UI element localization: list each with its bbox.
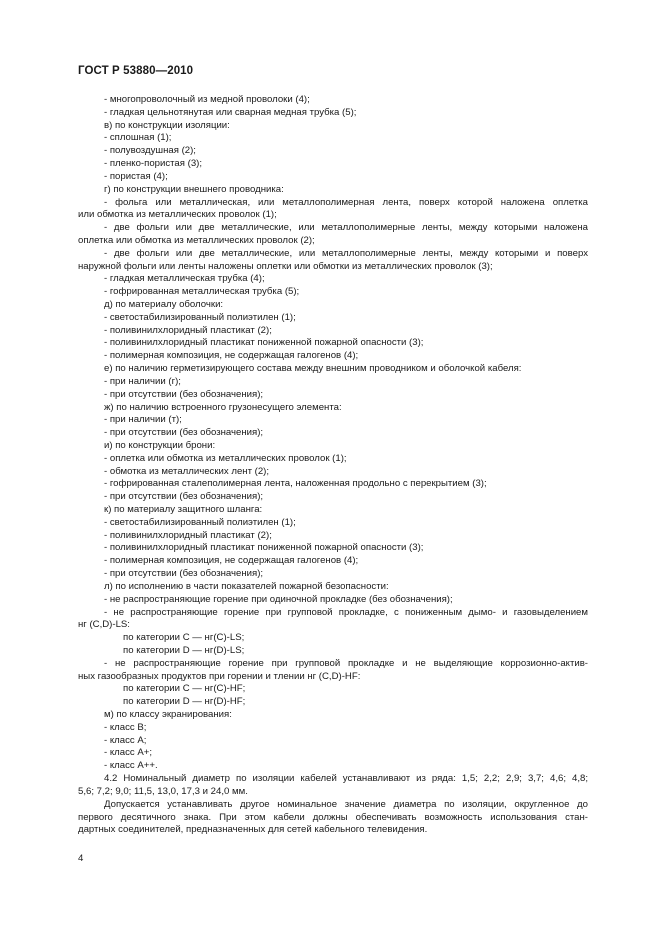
text-line: Допускается устанавливать другое номинальное значение диаметра по изоляции, округленное до <box>104 798 588 810</box>
text-line: - поливинилхлоридный пластикат (2); <box>104 529 272 541</box>
text-line: - при отсутствии (без обозначения); <box>104 491 264 503</box>
text-line: - класс А; <box>104 734 147 746</box>
text-line: - при наличии (т); <box>104 414 182 426</box>
text-line: наружной фольги или ленты наложены оплетки или обмотки из металлических проволок (3); <box>78 260 493 272</box>
text-line: по категории С — нг(C)-LS; <box>123 632 245 644</box>
text-line: - при наличии (г); <box>104 375 181 387</box>
text-line: - класс В; <box>104 721 147 733</box>
text-line: - оплетка или обмотка из металлических проволок (1); <box>104 452 347 464</box>
text-line: - полувоздушная (2); <box>104 145 196 157</box>
text-line: - светостабилизированный полиэтилен (1); <box>104 516 296 528</box>
text-line: - фольга или металлическая, или металлополимерная лента, поверх которой наложена оплетка <box>104 196 588 208</box>
text-line: - поливинилхлоридный пластикат пониженной пожарной опасности (3); <box>104 337 424 349</box>
text-line: - пленко-пористая (3); <box>104 158 203 170</box>
text-line: первого десятичного знака. При этом кабели должны обеспечивать возможность использования стан- <box>78 811 588 823</box>
text-line: оплетка или обмотка из металлических проволок (2); <box>78 234 315 246</box>
text-line: к) по материалу защитного шланга: <box>104 504 263 515</box>
text-line: л) по исполнению в части показателей пожарной безопасности: <box>104 580 389 592</box>
text-line: - светостабилизированный полиэтилен (1); <box>104 311 296 323</box>
text-line: - при отсутствии (без обозначения); <box>104 568 264 580</box>
text-line: - при отсутствии (без обозначения); <box>104 388 264 400</box>
text-line: - поливинилхлоридный пластикат пониженной пожарной опасности (3); <box>104 542 424 554</box>
text-line: - пористая (4); <box>104 170 168 182</box>
text-line: - класс А++. <box>104 760 158 772</box>
text-line: г) по конструкции внешнего проводника: <box>104 183 284 195</box>
text-line: е) по наличию герметизирующего состава между внешним проводником и оболочкой кабеля: <box>104 363 522 375</box>
text-line: - две фольги или две металлические, или металлополимерные ленты, между которыми наложена <box>104 222 588 234</box>
text-line: или обмотка из металлических проволок (1); <box>78 209 277 221</box>
text-line: - при отсутствии (без обозначения); <box>104 427 264 439</box>
text-line: по категории D — нг(D)-LS; <box>123 644 245 656</box>
text-line: - не распространяющие горение при одиночной прокладке (без обозначения); <box>104 593 453 605</box>
text-line: нг (C,D)-LS: <box>78 619 130 631</box>
text-line: ных газообразных продуктов при горении и тлении нг (C,D)-HF: <box>78 670 361 682</box>
text-line: по категории D — нг(D)-HF; <box>123 696 246 708</box>
text-line: - поливинилхлоридный пластикат (2); <box>104 324 272 336</box>
text-line: - гладкая металлическая трубка (4); <box>104 273 265 285</box>
text-line: - не распространяющие горение при групповой прокладке и не выделяющие коррозионно-актив- <box>104 657 588 669</box>
text-line: - сплошная (1); <box>104 132 172 144</box>
text-line: - многопроволочный из медной проволоки (4); <box>104 94 310 105</box>
text-line: - обмотка из металлических лент (2); <box>104 465 270 477</box>
text-line: - полимерная композиция, не содержащая галогенов (4); <box>104 555 359 567</box>
text-line: в) по конструкции изоляции: <box>104 119 230 131</box>
text-line: м) по классу экранирования: <box>104 709 232 720</box>
text-line: д) по материалу оболочки: <box>104 299 224 310</box>
text-line: - класс А+; <box>104 747 153 759</box>
document-body <box>78 94 588 837</box>
page-number: 4 <box>78 853 84 864</box>
text-line: 5,6; 7,2; 9,0; 11,5, 13,0, 17,3 и 24,0 мм. <box>78 785 248 797</box>
text-line: и) по конструкции брони: <box>104 439 216 451</box>
text-line: - полимерная композиция, не содержащая галогенов (4); <box>104 350 359 362</box>
text-line: 4.2 Номинальный диаметр по изоляции кабелей устанавливают из ряда: 1,5; 2,2; 2,9; 3,7; 4,6; 4,8; <box>104 773 588 785</box>
text-line: - гладкая цельнотянутая или сварная медная трубка (5); <box>104 106 357 118</box>
text-line: по категории С — нг(C)-HF; <box>123 683 246 695</box>
text-line: ж) по наличию встроенного грузонесущего элемента: <box>104 401 342 413</box>
text-line: - гофрированная металлическая трубка (5); <box>104 286 300 298</box>
text-line: - две фольги или две металлические, или металлополимерные ленты, между которыми и поверх <box>104 247 588 259</box>
document-header-title: ГОСТ Р 53880—2010 <box>78 65 194 77</box>
text-line: - гофрированная сталеполимерная лента, наложенная продольно с перекрытием (3); <box>104 478 487 490</box>
text-line: - не распространяющие горение при групповой прокладке, с пониженным дымо- и газовыделением <box>104 606 588 618</box>
text-line: дартных соединителей, предназначенных для сетей кабельного телевидения. <box>78 824 428 836</box>
